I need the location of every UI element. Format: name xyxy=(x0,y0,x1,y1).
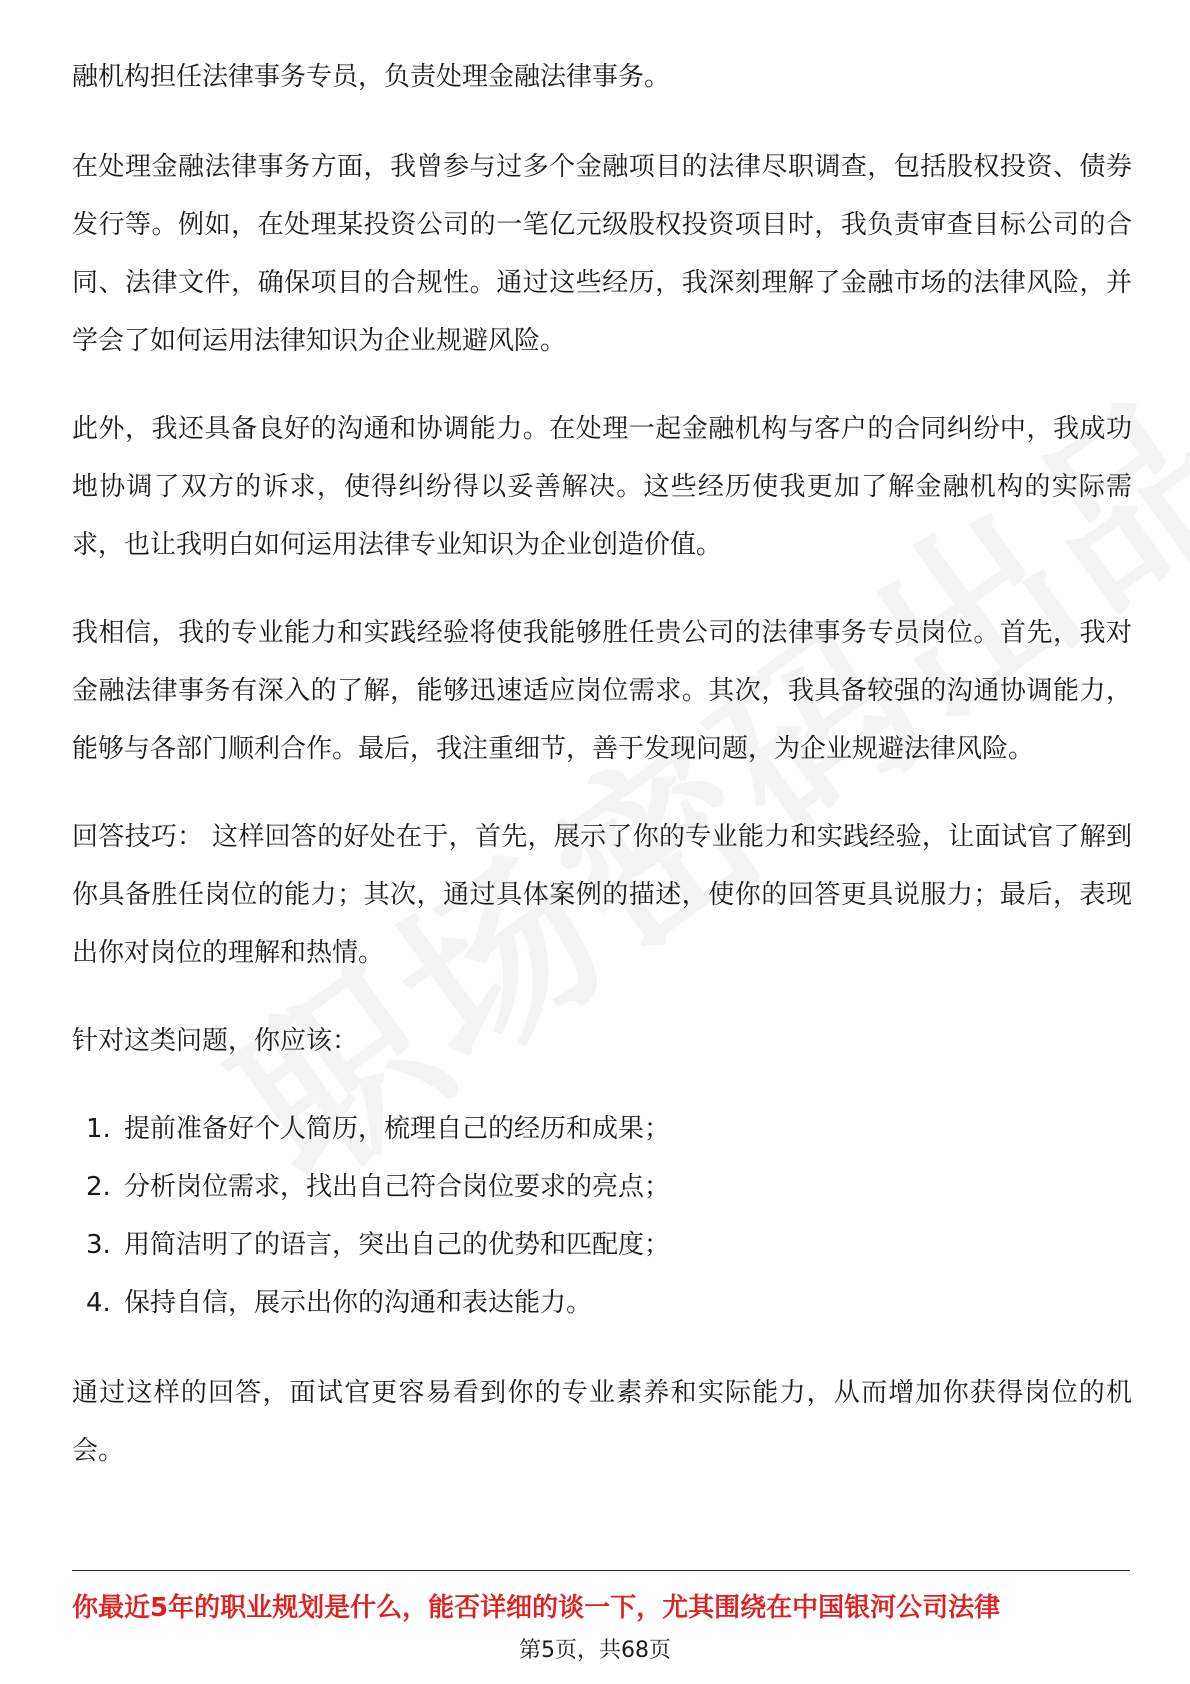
paragraph-1: 融机构担任法律事务专员，负责处理金融法律事务。 xyxy=(72,62,671,92)
list-item xyxy=(86,1216,1132,1274)
divider xyxy=(72,1570,1130,1571)
list-item-text: 分析岗位需求，找出自己符合岗位要求的亮点； xyxy=(124,1172,671,1202)
answer-tips-paragraph: 回答技巧： 这样回答的好处在于，首先，展示了你的专业能力和实践经验，让面试官了解到你具备胜任岗位的能力；其次，通过具体案例的描述，使你的回答更具说服力；最后，表现出你对岗位的理解和热情。 xyxy=(72,822,1132,968)
tips-list xyxy=(72,1100,1132,1332)
paragraph-4: 我相信，我的专业能力和实践经验将使我能够胜任贵公司的法律事务专员岗位。首先，我对金融法律事务有深入的了解，能够迅速适应岗位需求。其次，我具备较强的沟通协调能力，能够与各部门顺利合作。最后，我注重细节，善于发现问题，为企业规避法律风险。 xyxy=(72,618,1132,764)
page-content xyxy=(72,48,1132,1510)
next-question-heading: 你最近5年的职业规划是什么，能否详细的谈一下，尤其围绕在中国银河公司法律 xyxy=(72,1593,1001,1623)
list-item xyxy=(86,1158,1132,1216)
closing-paragraph: 通过这样的回答，面试官更容易看到你的专业素养和实际能力，从而增加你获得岗位的机会。 xyxy=(72,1378,1132,1466)
list-item-text: 提前准备好个人简历，梳理自己的经历和成果； xyxy=(124,1114,671,1144)
list-item xyxy=(86,1274,1132,1332)
list-item xyxy=(86,1100,1132,1158)
paragraph-2: 在处理金融法律事务方面，我曾参与过多个金融项目的法律尽职调查，包括股权投资、债券发行等。例如，在处理某投资公司的一笔亿元级股权投资项目时，我负责审查目标公司的合同、法律文件，确保项目的合规性。通过这些经历，我深刻理解了金融市场的法律风险，并学会了如何运用法律知识为企业规避风险。 xyxy=(72,152,1132,356)
list-item-number: 3. xyxy=(86,1230,111,1260)
list-item-text: 保持自信，展示出你的沟通和表达能力。 xyxy=(124,1288,593,1318)
list-item-text: 用简洁明了的语言，突出自己的优势和匹配度； xyxy=(124,1230,671,1260)
list-item-number: 1. xyxy=(86,1114,111,1144)
list-item-number: 2. xyxy=(86,1172,111,1202)
page-number: 第5页，共68页 xyxy=(519,1638,671,1663)
paragraph-3: 此外，我还具备良好的沟通和协调能力。在处理一起金融机构与客户的合同纠纷中，我成功地协调了双方的诉求，使得纠纷得以妥善解决。这些经历使我更加了解金融机构的实际需求，也让我明白如何运用法律专业知识为企业创造价值。 xyxy=(72,414,1132,560)
list-intro: 针对这类问题，你应该： xyxy=(72,1026,359,1056)
list-item-number: 4. xyxy=(86,1288,111,1318)
